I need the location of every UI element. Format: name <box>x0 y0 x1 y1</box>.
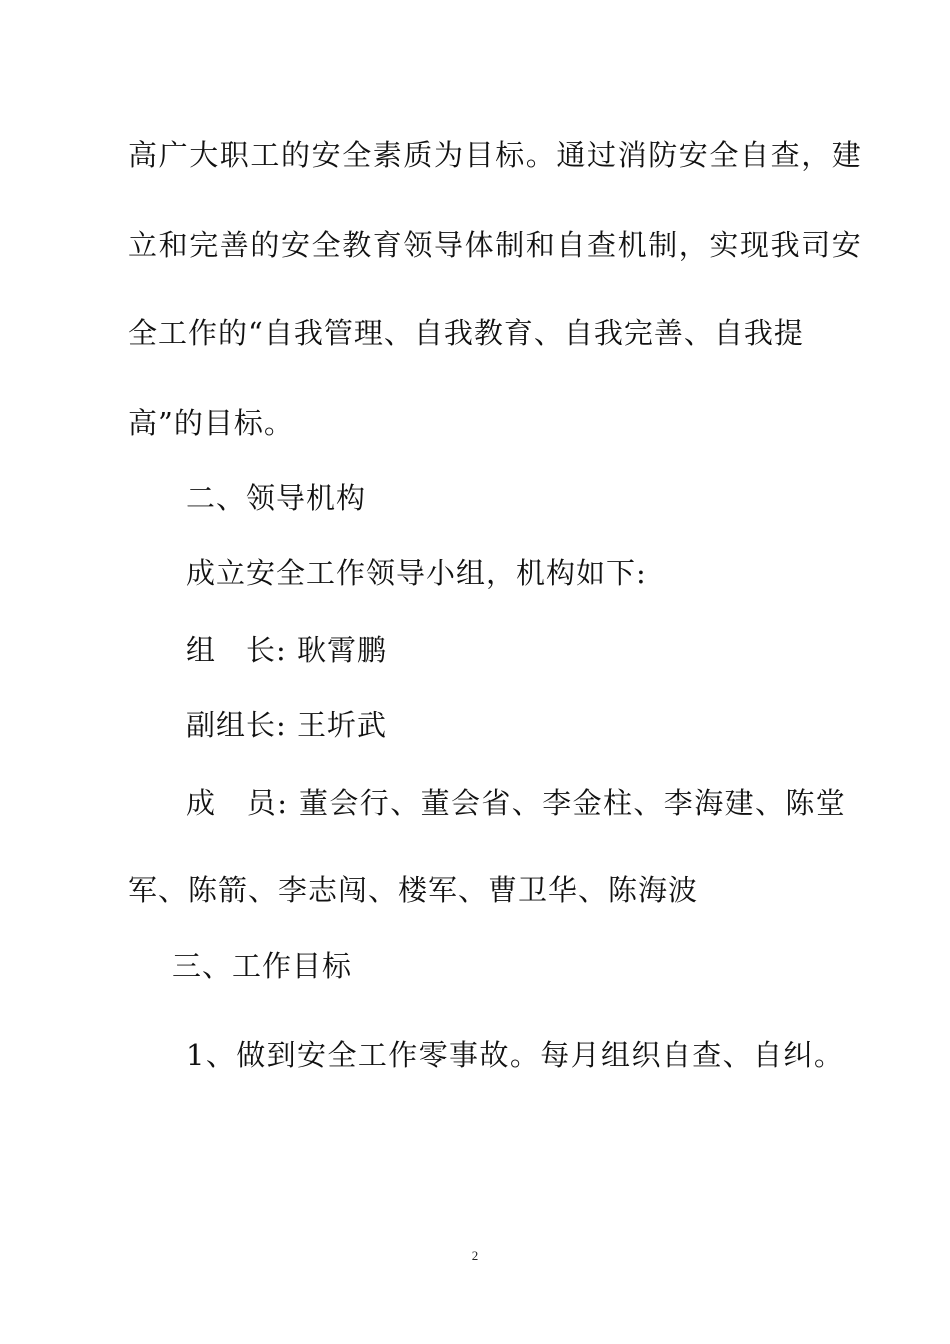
paragraph-line: 高”的目标。 <box>128 406 294 440</box>
goal-item: 1、做到安全工作零事故。每月组织自查、自纠。 <box>186 1038 845 1072</box>
members-line-continued: 军、陈箭、李志闯、楼军、曹卫华、陈海波 <box>128 873 699 907</box>
group-leader-line: 组 长: 耿霄鹏 <box>186 633 387 667</box>
paragraph-line: 立和完善的安全教育领导体制和自查机制，实现我司安 <box>128 228 863 262</box>
section-heading-leadership: 二、领导机构 <box>186 481 367 515</box>
paragraph-line: 成立安全工作领导小组，机构如下: <box>186 556 647 590</box>
paragraph-line: 全工作的“自我管理、自我教育、自我完善、自我提 <box>128 316 804 350</box>
paragraph-line: 高广大职工的安全素质为目标。通过消防安全自查，建 <box>128 138 863 172</box>
deputy-leader-line: 副组长: 王圻武 <box>186 708 387 742</box>
page-number: 2 <box>471 1248 479 1263</box>
section-heading-goals: 三、工作目标 <box>172 949 353 983</box>
members-line: 成 员: 董会行、董会省、李金柱、李海建、陈堂 <box>186 786 847 820</box>
